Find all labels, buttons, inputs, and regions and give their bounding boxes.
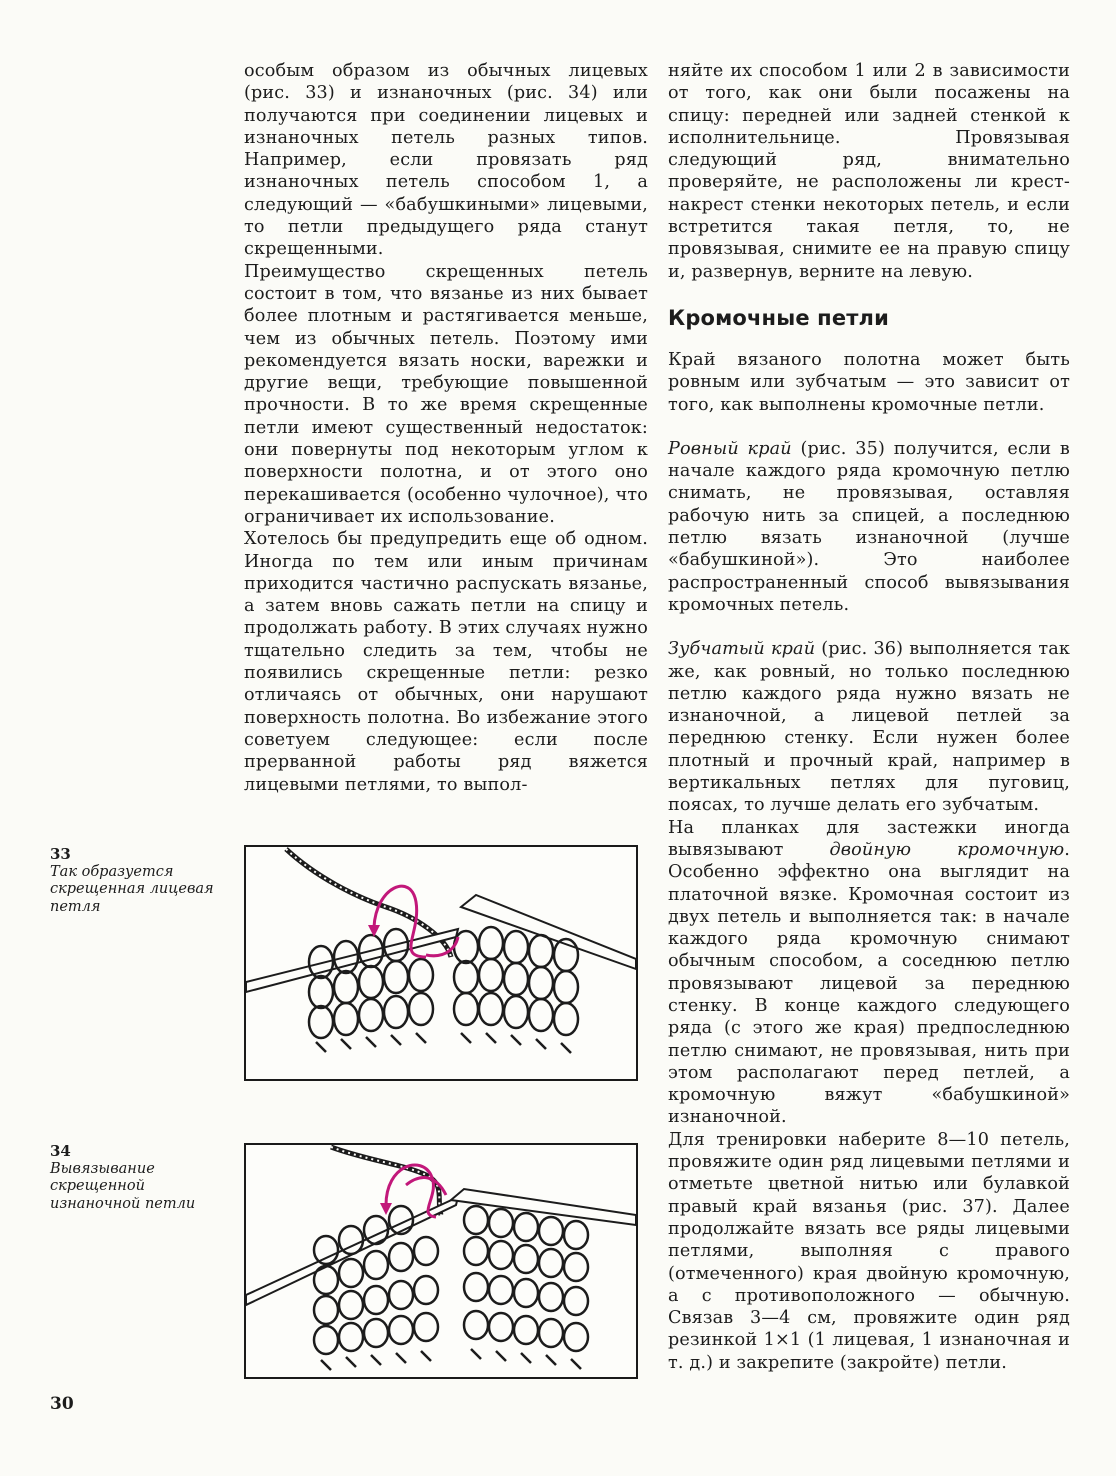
paragraph: особым образом из обычных лицевых (рис. 33) и изнаночных (рис. 34) или получаются при соединении лицевых и изнаночных петель разных типов. Например, если провязать ряд изнаночных петель способом 1, а следующий — «бабушкиными» лицевыми, то петли предыдущего ряда станут скрещенными. bbox=[244, 61, 648, 260]
right-text-column bbox=[668, 60, 1070, 1374]
section-heading: Кромочные петли bbox=[668, 305, 889, 330]
figure-number: 34 bbox=[50, 1142, 71, 1160]
left-text-column bbox=[244, 60, 648, 796]
paragraph: няйте их способом 1 или 2 в зависимости от того, как они были посажены на спицу: передней или задней стенкой к исполнительнице. Провязывая следующий ряд, внимательно проверяйте, не расположены ли крест-накрест стенки некоторых петель, и если встретится такая петля, то, не провязывая, снимите ее на правую спицу и, развернув, верните на левую. bbox=[668, 61, 1070, 282]
term: Ровный край bbox=[668, 438, 792, 459]
term: Зубчатый край bbox=[668, 639, 816, 660]
knitting-diagram bbox=[246, 847, 636, 1079]
figure-caption-34 bbox=[50, 1143, 230, 1213]
paragraph: Зубчатый край (рис. 36) выполняется так же, как ровный, но только последнюю петлю каждого ряда нужно вязать не изнаночной, а лицевой петлей за переднюю стенку. Если нужен более плотный и прочный край, например в вертикальных петлях для пуговиц, поясах, то лучше делать его зубчатым. bbox=[668, 639, 1070, 816]
paragraph: Для тренировки наберите 8—10 петель, провяжите один ряд лицевыми петлями и отметьте цветной нитью или булавкой правый край вязанья (рис. 37). Далее продолжайте вязать все ряды лицевыми петлями, выполняя с правого (отмеченного) края двойную кромочную, а с противоположного — обычную. Связав 3—4 см, провяжите один ряд резинкой 1×1 (1 лицевая, 1 изнаночная и т. д.) и закрепите (закройте) петли. bbox=[668, 1129, 1070, 1373]
term: двойную кромочную bbox=[829, 839, 1065, 860]
paragraph: Преимущество скрещенных петель состоит в том, что вязанье из них бывает более плотным и растягивается меньше, чем из обычных петель. Поэтому ими рекомендуется вязать носки, варежки и другие вещи, требующие повышенной прочности. В то же время скрещенные петли имеют существенный недостаток: они повернуты под некоторым углом к поверхности полотна, и от этого оно перекашивается (особенно чулочное), что ограничивает их использование. bbox=[244, 261, 648, 527]
paragraph: Хотелось бы предупредить еще об одном. Иногда по тем или иным причинам приходится частично распускать вязанье, а затем вновь сажать петли на спицу и продолжать работу. В этих случаях нужно тщательно следить за тем, чтобы не появились скрещенные петли: резко отличаясь от обычных, они нарушают поверхность полотна. Во избежание этого советуем следующее: если после прерванной работы ряд вяжется лицевыми петлями, то выпол- bbox=[244, 529, 648, 795]
page-number: 30 bbox=[50, 1394, 74, 1414]
figure-caption-33 bbox=[50, 846, 230, 916]
knitting-diagram bbox=[246, 1145, 636, 1377]
paragraph: На планках для застежки иногда вывязывают двойную кромочную. Особенно эффектно она выглядит на платочной вязке. Кромочная состоит из двух петель и выполняется так: в начале каждого ряда кромочную снимают обычным способом, а соседнюю петлю провязывают лицевой за переднюю стенку. В конце каждого следующего ряда (с этого же края) предпоследнюю петлю снимают, не провязывая, нить при этом располагают перед петлей, а кромочную вяжут «бабушкиной» изнаночной. bbox=[668, 817, 1070, 1128]
paragraph: Край вязаного полотна может быть ровным или зубчатым — это зависит от того, как выполнены кромочные петли. bbox=[668, 349, 1070, 415]
figure-number: 33 bbox=[50, 845, 71, 863]
figure-34-illustration bbox=[244, 1143, 638, 1379]
caption-text: Так образуется скрещенная лицевая петля bbox=[50, 863, 214, 915]
caption-text: Вывязывание скрещенной изнаночной петли bbox=[50, 1160, 196, 1212]
figure-33-illustration bbox=[244, 845, 638, 1081]
paragraph: Ровный край (рис. 35) получится, если в начале каждого ряда кромочную петлю снимать, не провязывая, оставляя рабочую нить за спицей, а последнюю петлю вязать изнаночной (лучше «бабушкиной»). Это наиболее распространенный способ вывязывания кромочных петель. bbox=[668, 438, 1070, 615]
